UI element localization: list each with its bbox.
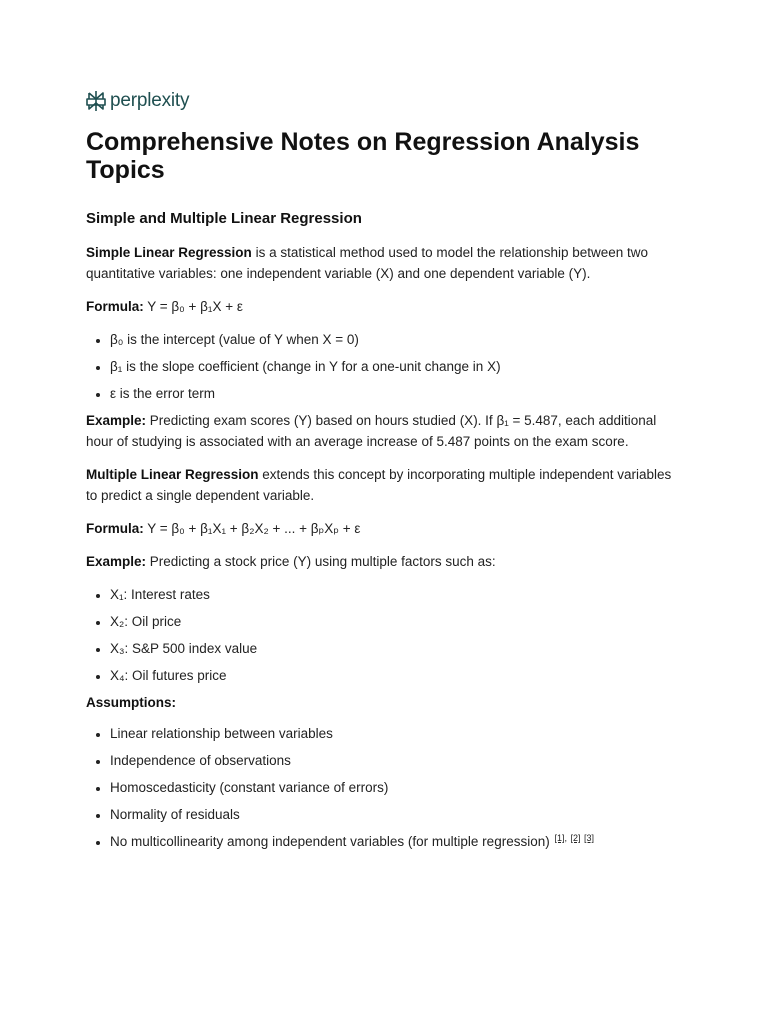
mlr-example [86, 551, 686, 572]
list-item: • Linear relationship between variables [110, 723, 686, 744]
mlr-formula [86, 518, 686, 539]
list-item: • β₀ is the intercept (value of Y when X = 0) [110, 329, 686, 350]
document-body [86, 208, 686, 858]
list-item: • Normality of residuals [110, 804, 686, 825]
page-title: Comprehensive Notes on Regression Analysis Topics [86, 128, 640, 184]
slr-term: Simple Linear Regression [86, 245, 252, 260]
slr-intro-paragraph [86, 242, 686, 284]
example-text: Predicting a stock price (Y) using multiple factors such as: [146, 554, 496, 569]
list-item: • Homoscedasticity (constant variance of errors) [110, 777, 686, 798]
list-item: • X₂: Oil price [110, 611, 686, 632]
assumptions-list [86, 723, 686, 852]
list-item: • β₁ is the slope coefficient (change in Y for a one-unit change in X) [110, 356, 686, 377]
formula-text: Y = β₀ + β₁X + ε [143, 299, 243, 314]
list-item: • X₁: Interest rates [110, 584, 686, 605]
assumptions-heading [86, 692, 686, 713]
slr-example [86, 410, 686, 452]
slr-intro-text: is a statistical method used to model the relationship between two quantitative variables: one independent variable (X) and one dependent variable (Y). [86, 245, 649, 281]
list-item: • Independence of observations [110, 750, 686, 771]
mlr-intro-paragraph [86, 464, 686, 506]
example-label: Example: [86, 554, 147, 569]
slr-formula [86, 296, 686, 317]
mlr-term: Multiple Linear Regression [86, 467, 259, 482]
assumption-text: No multicollinearity among independent variables (for multiple regression) [110, 834, 550, 849]
citation-link-3[interactable]: [3] [584, 833, 595, 843]
example-label: Example: [86, 413, 147, 428]
formula-label: Formula: [86, 521, 144, 536]
formula-label: Formula: [86, 299, 144, 314]
perplexity-logo[interactable] [86, 90, 189, 112]
mlr-intro-text: extends this concept by incorporating multiple independent variables to predict a single dependent variable. [86, 467, 672, 503]
list-item: • ε is the error term [110, 383, 686, 404]
citation-group: [1], [2] [3] [554, 833, 595, 843]
slr-term-list [86, 329, 686, 404]
list-item: • X₄: Oil futures price [110, 665, 686, 686]
mlr-factor-list [86, 584, 686, 686]
list-item [110, 831, 686, 852]
section-heading: Simple and Multiple Linear Regression [86, 210, 362, 227]
citation-link-1[interactable]: [1] [554, 833, 565, 843]
assumptions-label: Assumptions: [86, 695, 177, 710]
formula-text: Y = β₀ + β₁X₁ + β₂X₂ + ... + βₚXₚ + ε [143, 521, 361, 536]
example-text: Predicting exam scores (Y) based on hours studied (X). If β₁ = 5.487, each additional hour of studying is associated with an average increase of 5.487 points on the exam score. [86, 413, 657, 449]
logo-text: perplexity [110, 90, 190, 111]
list-item: • X₃: S&P 500 index value [110, 638, 686, 659]
perplexity-logo-icon [86, 90, 106, 112]
citation-link-2[interactable]: [2] [570, 833, 581, 843]
